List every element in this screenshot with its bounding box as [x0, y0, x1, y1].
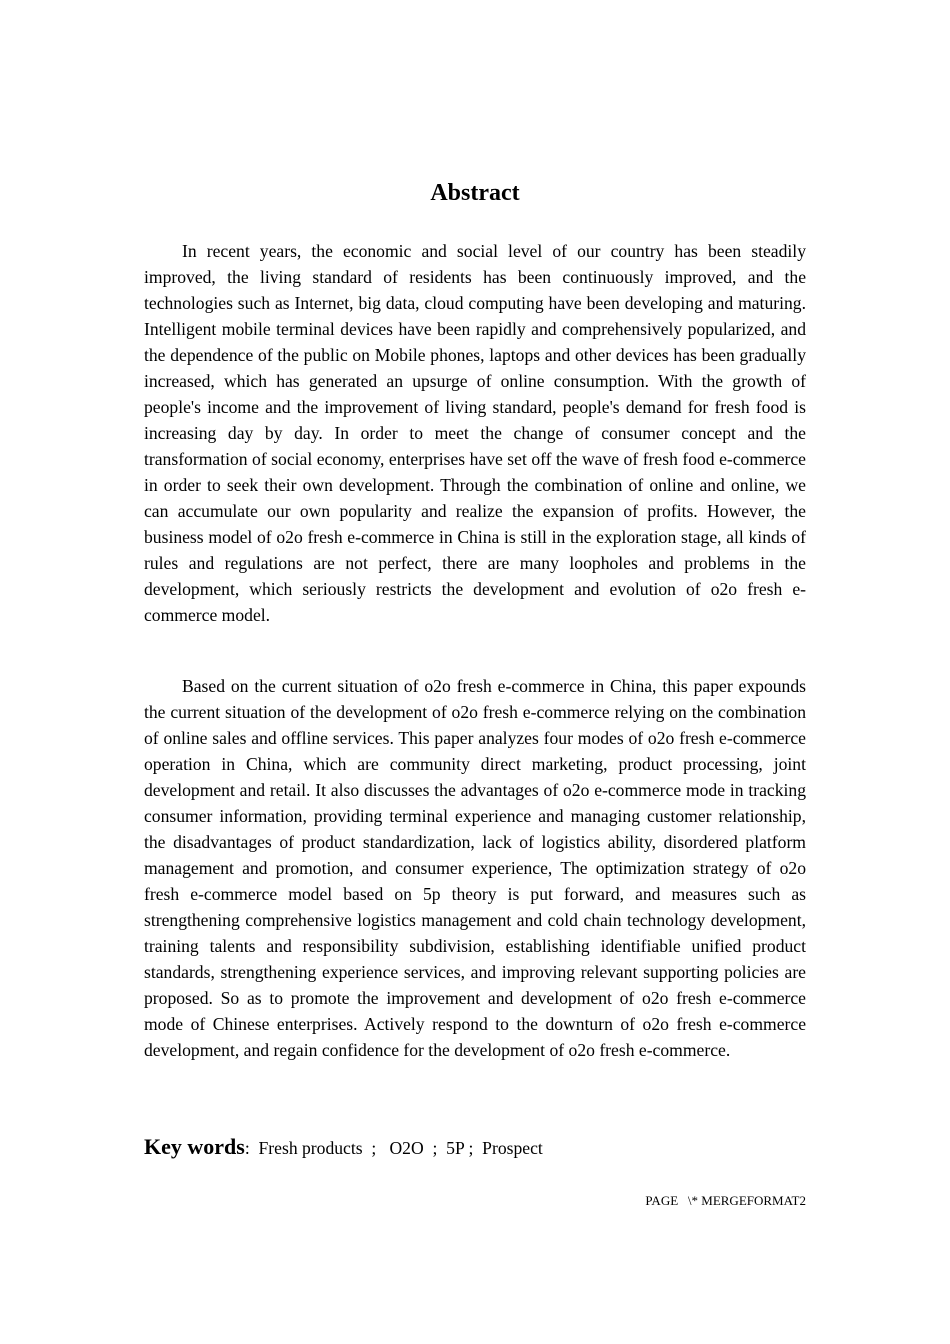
keywords-values: Fresh products ; O2O ; 5P ; Prospect: [249, 1138, 543, 1158]
abstract-title: Abstract: [430, 180, 520, 206]
keywords-separator: :: [244, 1138, 250, 1158]
keywords-label: Key words: [144, 1134, 245, 1159]
page-number-field: PAGE \* MERGEFORMAT2: [645, 1193, 806, 1208]
keywords-line: [144, 1131, 806, 1164]
abstract-paragraph-2: Based on the current situation of o2o fresh e-commerce in China, this paper expounds the current situation of the development of o2o fresh e-commerce relying on the combination of online sales and offline services. This paper analyzes four modes of o2o fresh e-commerce operation in China, which are community direct marketing, product processing, joint development and retail. It also discusses the advantages of o2o e-commerce mode in tracking consumer information, providing terminal experience and managing customer relationship, the disadvantages of product standardization, lack of logistics ability, disordered platform management and promotion, and consumer experience, The optimization strategy of o2o fresh e-commerce model based on 5p theory is put forward, and measures such as strengthening comprehensive logistics management and cold chain technology development, training talents and responsibility subdivision, establishing identifiable unified product standards, strengthening experience services, and improving relevant supporting policies are proposed. So as to promote the improvement and development of o2o fresh e-commerce mode of Chinese enterprises. Actively respond to the downturn of o2o fresh e-commerce development, and regain confidence for the development of o2o fresh e-commerce.: [144, 676, 806, 1060]
abstract-paragraph-1: In recent years, the economic and social level of our country has been steadily improved, the living standard of residents has been continuously improved, and the technologies such as Internet, big data, cloud computing have been developing and maturing. Intelligent mobile terminal devices have been rapidly and comprehensively popularized, and the dependence of the public on Mobile phones, laptops and other devices has been gradually increased, which has generated an upsurge of online consumption. With the growth of people's income and the improvement of living standard, people's demand for fresh food is increasing day by day. In order to meet the change of consumer concept and the transformation of social economy, enterprises have set off the wave of fresh food e-commerce in order to seek their own development. Through the combination of online and online, we can accumulate our own popularity and realize the expansion of profits. However, the business model of o2o fresh e-commerce in China is still in the exploration stage, all kinds of rules and regulations are not perfect, there are many loopholes and problems in the development, which seriously restricts the development and evolution of o2o fresh e-commerce model.: [144, 241, 806, 625]
